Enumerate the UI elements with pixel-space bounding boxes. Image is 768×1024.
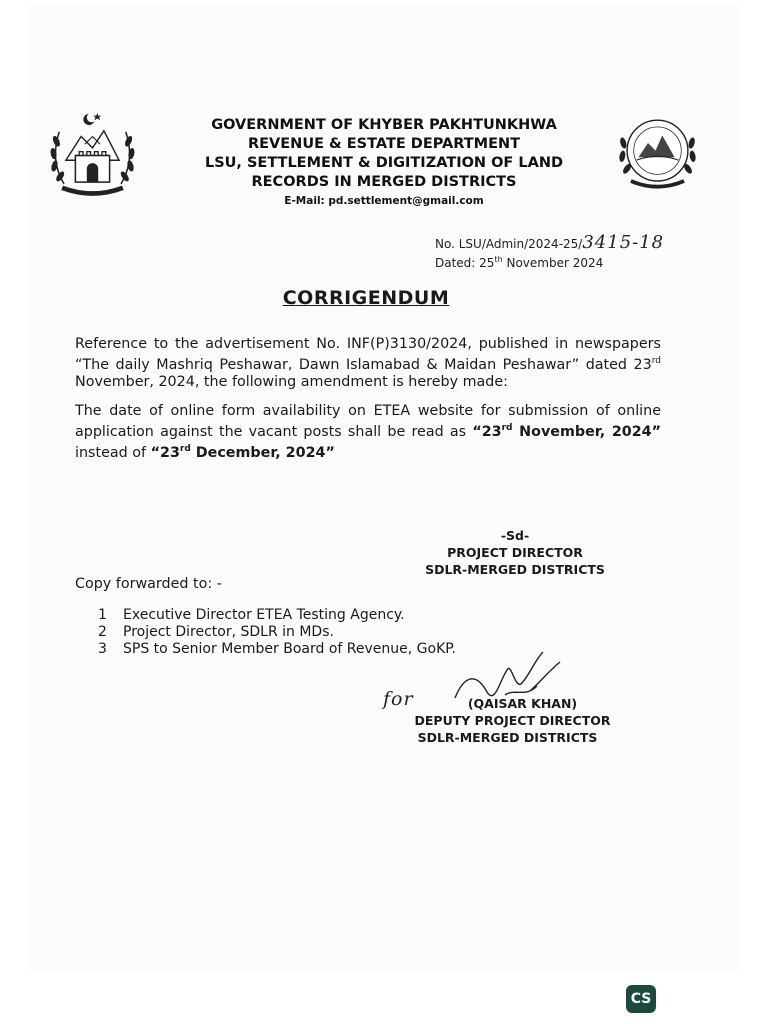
list-item [98, 607, 456, 624]
paragraph-2-part-1: The date of online form availability on ETEA website for submission of online application against the vacant posts shall be read as [75, 403, 661, 440]
list-item-text: Project Director, SDLR in MDs. [123, 624, 334, 640]
reference-number-prefix: No. LSU/Admin/2024-25/ [435, 237, 583, 251]
list-item-number: 3 [98, 641, 107, 657]
original-date [151, 445, 335, 461]
date-sup: th [494, 255, 503, 264]
corrected-date [472, 424, 661, 440]
original-date-a: “23 [150, 444, 180, 461]
header-line-3: LSU, SETTLEMENT & DIGITIZATION OF LAND [204, 155, 564, 171]
sd-mark: -Sd- [500, 528, 530, 543]
list-item-text: Executive Director ETEA Testing Agency. [123, 607, 405, 623]
camscanner-badge: CS [626, 985, 656, 1013]
header-line-4: RECORDS IN MERGED DISTRICTS [251, 174, 517, 190]
kp-government-emblem-icon [45, 108, 140, 203]
for-mark: for [383, 688, 414, 710]
project-director-signature-block [400, 527, 630, 578]
copy-forwarded-label: Copy forwarded to: - [75, 576, 222, 592]
corrected-date-sup: rd [501, 423, 513, 433]
deputy-director-name: (QAISAR KHAN) [467, 696, 578, 711]
reference-number [435, 232, 665, 253]
corrected-date-b: November, 2024” [512, 423, 661, 440]
reference-number-handwritten: 3415-18 [582, 232, 665, 253]
date-suffix: November 2024 [502, 256, 604, 270]
letterhead [160, 116, 608, 211]
list-item [98, 641, 456, 658]
list-item-number: 1 [98, 607, 107, 623]
list-item-number: 2 [98, 624, 107, 640]
paragraph-2-part-2: instead of [75, 444, 151, 461]
paragraph-1-part-2: November, 2024, the following amendment is hereby made: [75, 373, 508, 390]
corrected-date-a: “23 [472, 423, 502, 440]
date-prefix: Dated: 25 [435, 256, 495, 270]
header-email: E-Mail: pd.settlement@gmail.com [284, 195, 484, 207]
document-title: CORRIGENDUM [282, 287, 450, 309]
list-item-text: SPS to Senior Member Board of Revenue, GoKP. [123, 641, 456, 657]
project-director-office: SDLR-MERGED DISTRICTS [425, 562, 605, 577]
paragraph-1-sup: rd [651, 356, 661, 366]
original-date-b: December, 2024” [190, 444, 335, 461]
reference-block [435, 232, 665, 271]
project-director-title: PROJECT DIRECTOR [447, 545, 583, 560]
header-line-1: GOVERNMENT OF KHYBER PAKHTUNKHWA [211, 117, 557, 133]
header-line-2: REVENUE & ESTATE DEPARTMENT [247, 136, 521, 152]
land-records-emblem-icon [610, 105, 705, 200]
paragraph-1-part-1: Reference to the advertisement No. INF(P)3130/2024, published in newspapers “The daily Mashriq Peshawar, Dawn Islamabad & Maidan Peshawar” dated 23 [75, 336, 661, 373]
deputy-director-signature-block [395, 695, 630, 746]
list-item [98, 624, 456, 641]
copy-list [98, 607, 456, 658]
original-date-sup: rd [179, 443, 191, 454]
paragraph-1 [75, 336, 661, 391]
paragraph-2 [75, 403, 661, 462]
reference-date [435, 252, 664, 271]
deputy-director-title: DEPUTY PROJECT DIRECTOR [414, 713, 611, 728]
deputy-director-office: SDLR-MERGED DISTRICTS [417, 730, 598, 745]
